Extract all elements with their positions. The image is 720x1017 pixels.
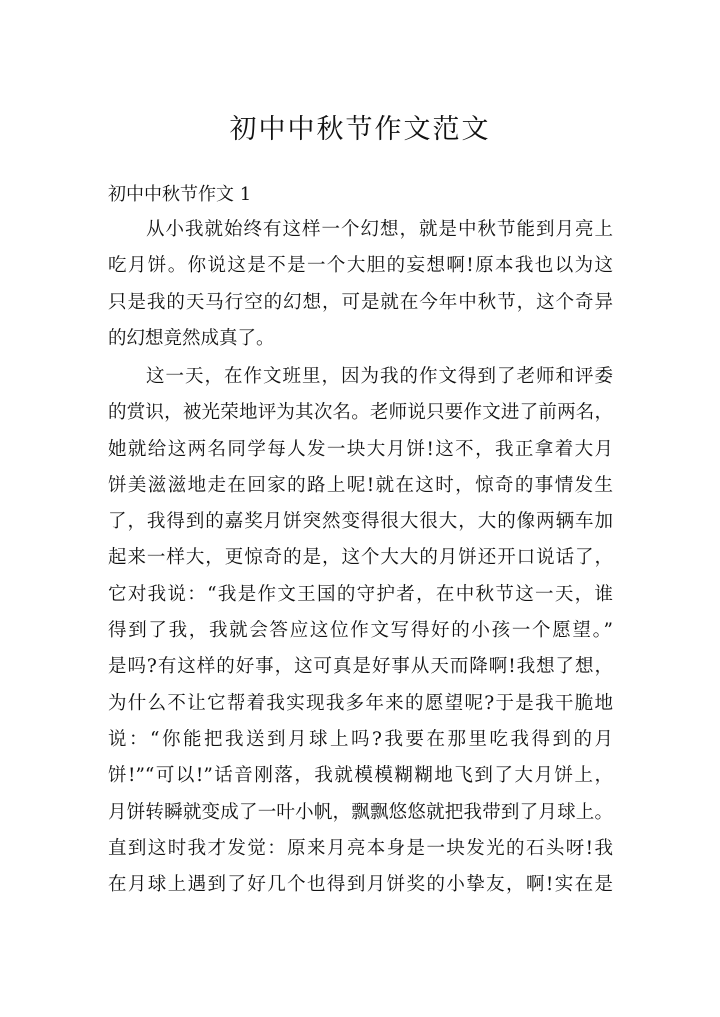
paragraph-line: 起来一样大，更惊奇的是，这个大大的月饼还开口说话了， <box>108 547 613 569</box>
paragraph-line: 只是我的天马行空的幻想，可是就在今年中秋节，这个奇异 <box>108 291 613 313</box>
paragraph-line: 是吗?有这样的好事，这可真是好事从天而降啊!我想了想， <box>108 656 613 678</box>
paragraph-line: 它对我说：“我是作文王国的守护者，在中秋节这一天，谁 <box>108 583 613 605</box>
document-title: 初中中秋节作文范文 <box>229 114 491 145</box>
paragraph-line: 这一天，在作文班里，因为我的作文得到了老师和评委 <box>146 366 613 387</box>
section-heading: 初中中秋节作文 1 <box>108 184 252 205</box>
paragraph-line: 在月球上遇到了好几个也得到月饼奖的小挚友，啊!实在是 <box>108 874 613 896</box>
paragraph-line: 月饼转瞬就变成了一叶小帆，飘飘悠悠就把我带到了月球上。 <box>108 801 613 823</box>
paragraph-line: 吃月饼。你说这是不是一个大胆的妄想啊!原本我也以为这 <box>108 255 613 277</box>
paragraph-line: 她就给这两名同学每人发一块大月饼!这不，我正拿着大月 <box>108 438 613 460</box>
paragraph-line: 说：“你能把我送到月球上吗?我要在那里吃我得到的月 <box>108 728 613 750</box>
paragraph-line: 为什么不让它帮着我实现我多年来的愿望呢?于是我干脆地 <box>108 692 613 714</box>
paragraph-line: 得到了我，我就会答应这位作文写得好的小孩一个愿望。” <box>108 620 613 642</box>
paragraph-line: 从小我就始终有这样一个幻想，就是中秋节能到月亮上 <box>146 219 613 240</box>
paragraph-line: 直到这时我才发觉：原来月亮本身是一块发光的石头呀!我 <box>108 837 613 859</box>
paragraph-line: 的赏识，被光荣地评为其次名。老师说只要作文进了前两名， <box>108 402 613 424</box>
paragraph-line: 了，我得到的嘉奖月饼突然变得很大很大，大的像两辆车加 <box>108 511 613 533</box>
paragraph-line: 的幻想竟然成真了。 <box>108 327 275 349</box>
paragraph-line: 饼美滋滋地走在回家的路上呢!就在这时，惊奇的事情发生 <box>108 474 613 496</box>
paragraph-1 <box>108 212 613 357</box>
paragraph-line: 饼!”“可以!”话音刚落，我就模模糊糊地飞到了大月饼上， <box>108 765 613 787</box>
paragraph-2 <box>108 359 613 903</box>
